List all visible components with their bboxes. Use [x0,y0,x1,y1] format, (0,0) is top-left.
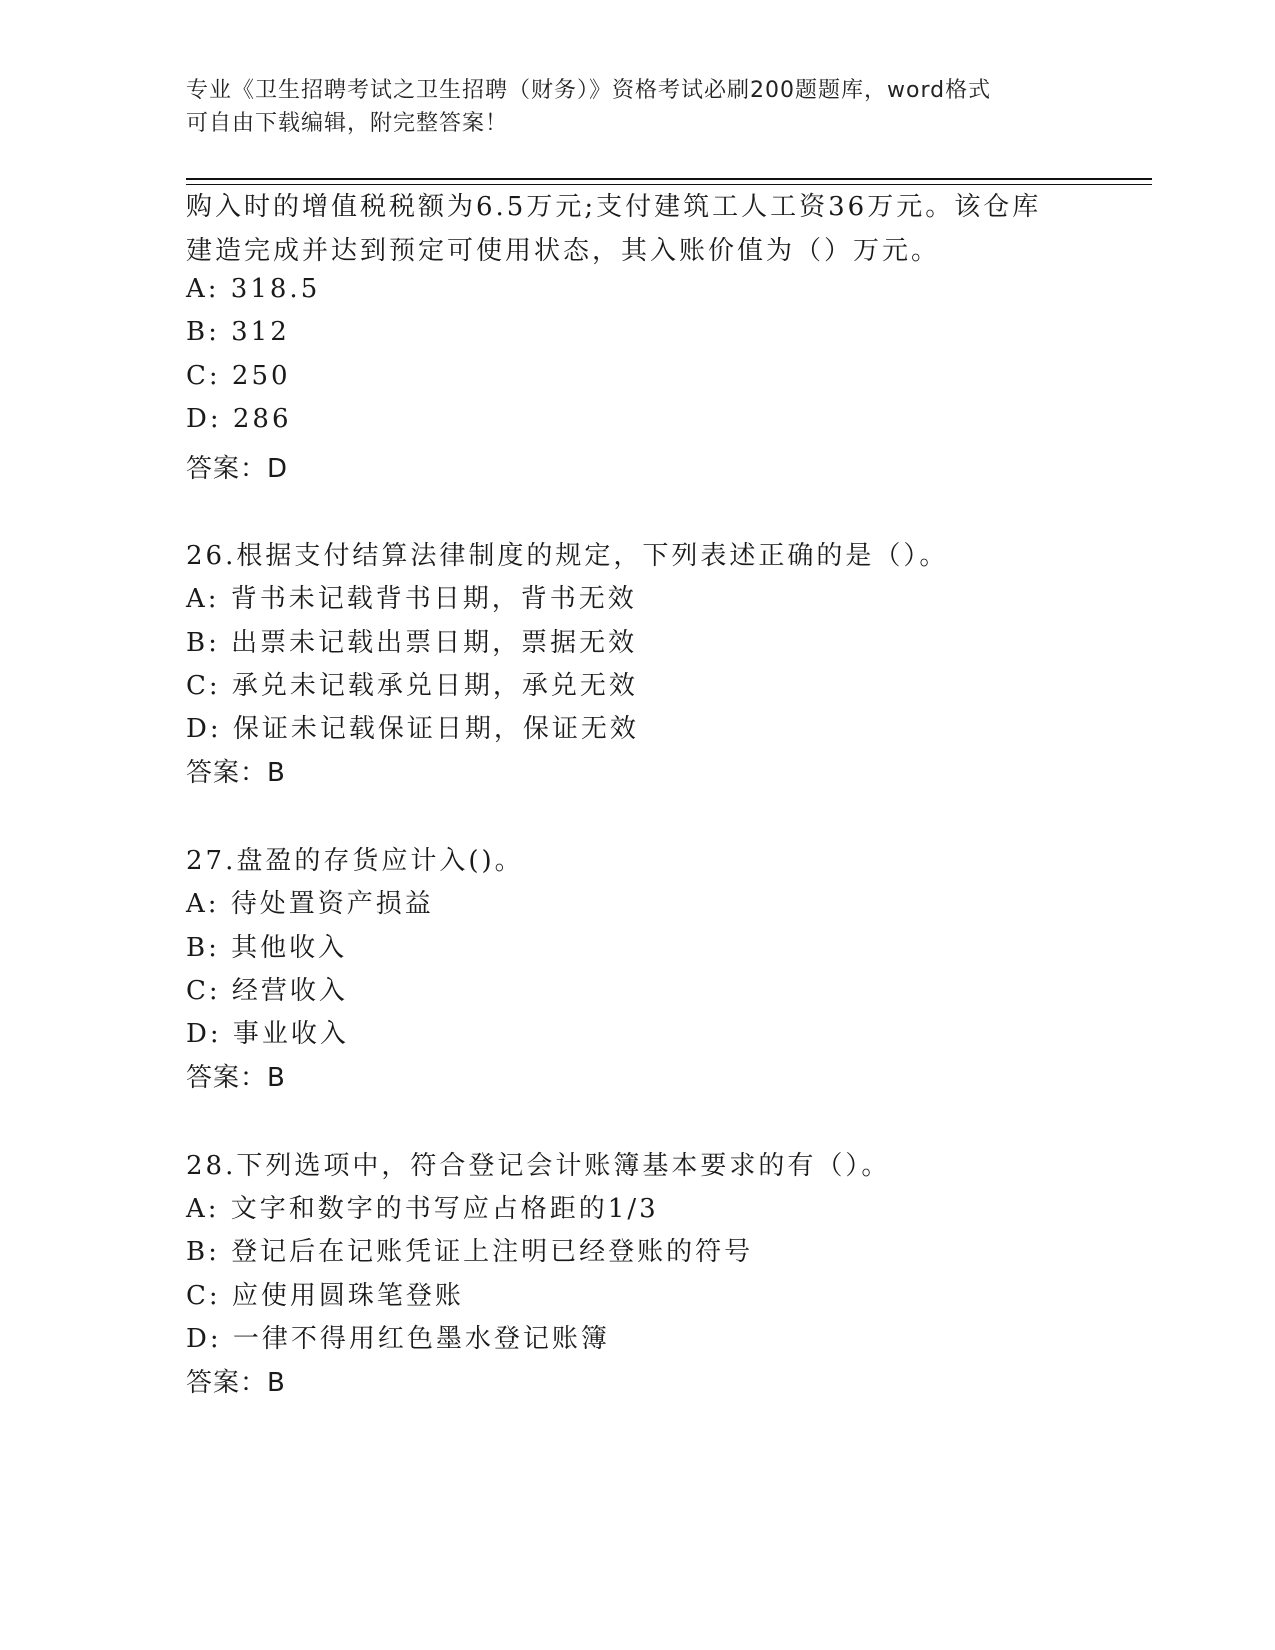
q25-option-d: D: 286 [186,404,292,434]
q27-option-d: D: 事业收入 [186,1019,349,1049]
header-divider-bottom [186,184,1152,185]
q26-option-a: A: 背书未记载背书日期，背书无效 [186,584,637,614]
q27-option-a: A: 待处置资产损益 [186,889,434,919]
q26-option-d: D: 保证未记载保证日期，保证无效 [186,714,639,744]
q26-option-b: B: 出票未记载出票日期，票据无效 [186,628,638,658]
q26-option-c: C: 承兑未记载承兑日期，承兑无效 [186,671,638,701]
q25-option-a: A: 318.5 [186,274,321,304]
q25-option-b: B: 312 [186,317,290,347]
q25-answer: 答案：D [186,454,289,484]
q27-option-c: C: 经营收入 [186,976,348,1006]
q28-answer: 答案：B [186,1368,286,1398]
q25-text-line-2: 建造完成并达到预定可使用状态，其入账价值为（）万元。 [186,236,941,266]
q27-option-b: B: 其他收入 [186,933,348,963]
header-divider-top [186,178,1152,180]
header-line-2: 可自由下载编辑，附完整答案！ [186,111,509,136]
q26-question: 26.根据支付结算法律制度的规定，下列表述正确的是（）。 [186,541,949,571]
q27-question: 27.盘盈的存货应计入()。 [186,846,524,876]
q28-option-a: A: 文字和数字的书写应占格距的1/3 [186,1194,659,1224]
document-header [186,74,1066,140]
q28-option-c: C: 应使用圆珠笔登账 [186,1281,464,1311]
q28-option-b: B: 登记后在记账凭证上注明已经登账的符号 [186,1237,754,1267]
q25-option-c: C: 250 [186,361,291,391]
header-line-1: 专业《卫生招聘考试之卫生招聘（财务）》资格考试必刷200题题库，word格式 [186,78,992,103]
q27-answer: 答案：B [186,1063,286,1093]
q26-answer: 答案：B [186,758,286,788]
q25-text-line-1: 购入时的增值税税额为6.5万元;支付建筑工人工资36万元。该仓库 [186,192,1042,222]
q28-option-d: D: 一律不得用红色墨水登记账簿 [186,1324,610,1354]
q28-question: 28.下列选项中，符合登记会计账簿基本要求的有（）。 [186,1151,891,1181]
